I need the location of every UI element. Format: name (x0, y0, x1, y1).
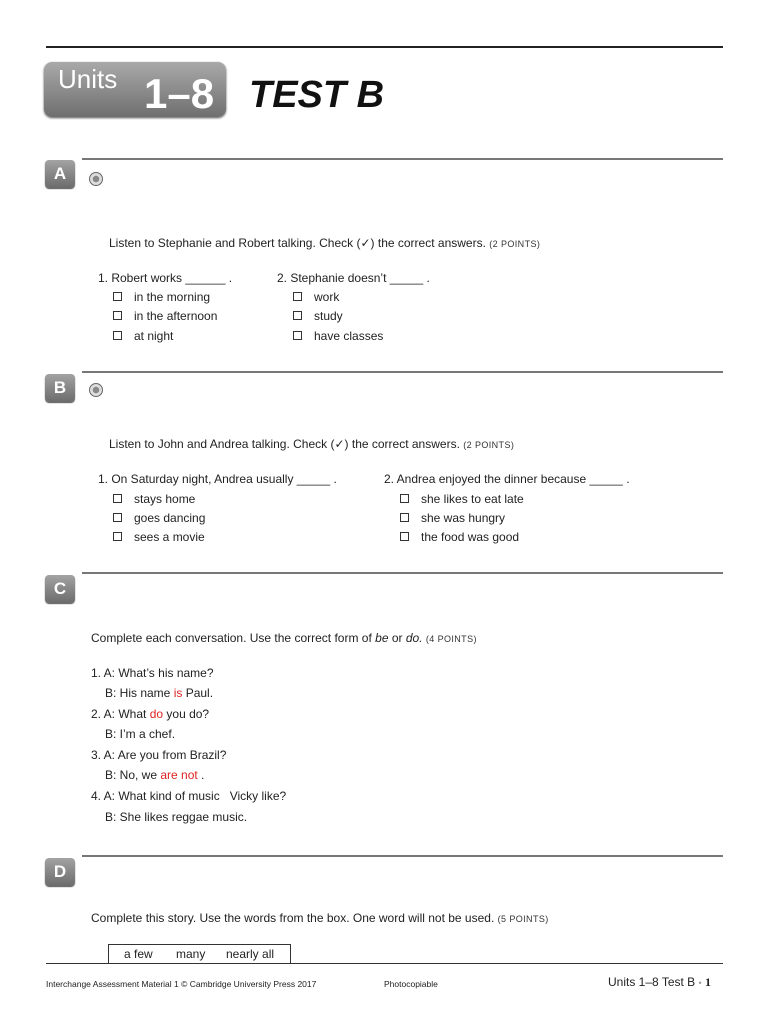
option-label: have classes (314, 329, 384, 343)
test-title: TEST B (249, 74, 385, 116)
option-label: she likes to eat late (421, 492, 524, 506)
audio-icon[interactable] (89, 172, 103, 186)
points-label: (2 POINTS) (489, 239, 541, 249)
section-a-rule (82, 158, 723, 160)
points-label: (2 POINTS) (463, 440, 515, 450)
checkbox[interactable] (293, 292, 302, 301)
points-label: (4 POINTS) (425, 634, 477, 644)
answer-option[interactable] (400, 492, 524, 506)
answer-option[interactable] (113, 511, 205, 525)
conversation-line: B: She likes reggae music. (105, 810, 248, 824)
question-prompt: 1. Robert works ______ . (98, 271, 233, 285)
section-d-instruction (91, 911, 549, 925)
conversation-line (105, 768, 204, 782)
bullet-separator: • (698, 978, 702, 988)
checkbox[interactable] (113, 532, 122, 541)
filled-answer[interactable]: do (149, 707, 164, 721)
footer-photocopiable: Photocopiable (384, 979, 438, 989)
section-c-rule (82, 572, 723, 574)
option-label: at night (134, 329, 174, 343)
page-number: 1 (705, 975, 712, 989)
option-label: sees a movie (134, 530, 205, 544)
section-d-badge: D (45, 858, 75, 886)
section-c-instruction (91, 631, 477, 645)
section-a-instruction (109, 236, 540, 250)
checkbox[interactable] (113, 311, 122, 320)
checkbox[interactable] (113, 513, 122, 522)
units-badge (44, 62, 226, 117)
checkbox[interactable] (400, 494, 409, 503)
instruction-text: Complete each conversation. Use the correct form of (91, 631, 376, 645)
checkbox[interactable] (293, 311, 302, 320)
answer-option[interactable] (113, 309, 217, 323)
footer-copyright: Interchange Assessment Material 1 © Cambridge University Press 2017 (46, 979, 317, 989)
answer-option[interactable] (113, 329, 173, 343)
checkbox[interactable] (293, 331, 302, 340)
question-prompt: 1. On Saturday night, Andrea usually _____ . (98, 472, 337, 486)
instruction-or: or (388, 631, 406, 645)
instruction-text: Listen to Stephanie and Robert talking. Check (✓) the correct answers. (109, 236, 486, 250)
section-d-rule (82, 855, 723, 857)
instruction-text: Complete this story. Use the words from the box. One word will not be used. (91, 911, 495, 925)
checkbox[interactable] (400, 513, 409, 522)
question-prompt: 2. Stephanie doesn’t _____ . (277, 271, 430, 285)
answer-option[interactable] (293, 290, 339, 304)
section-b-badge: B (45, 374, 75, 402)
line-text: you do? (163, 707, 210, 721)
answer-option[interactable] (113, 492, 195, 506)
line-text: Paul. (182, 686, 214, 700)
line-text: . (197, 768, 205, 782)
units-word: Units (58, 64, 118, 94)
answer-option[interactable] (113, 290, 210, 304)
line-text: B: No, we (105, 768, 161, 782)
checkbox[interactable] (400, 532, 409, 541)
word-box-item: a few (124, 947, 153, 961)
top-rule (46, 46, 723, 48)
conversation-line: 4. A: What kind of music Vicky like? (91, 789, 287, 803)
word-box-item: nearly all (226, 947, 275, 961)
conversation-line (105, 686, 213, 700)
line-text: 2. A: What (91, 707, 150, 721)
points-label: (5 POINTS) (497, 914, 549, 924)
instruction-do: do. (405, 631, 423, 645)
option-label: stays home (134, 492, 196, 506)
section-c-badge: C (45, 575, 75, 603)
units-range: 1–8 (144, 70, 215, 117)
conversation-line (91, 707, 209, 721)
filled-answer[interactable]: is (173, 686, 183, 700)
section-b-instruction (109, 437, 514, 451)
checkbox[interactable] (113, 331, 122, 340)
instruction-be: be (375, 631, 389, 645)
option-label: the food was good (421, 530, 520, 544)
answer-option[interactable] (400, 530, 519, 544)
footer-page-label (608, 975, 711, 990)
option-label: she was hungry (421, 511, 506, 525)
section-b-rule (82, 371, 723, 373)
conversation-line: B: I’m a chef. (105, 727, 176, 741)
audio-icon[interactable] (89, 383, 103, 397)
word-box-item: many (176, 947, 206, 961)
checkbox[interactable] (113, 494, 122, 503)
line-text: B: His name (105, 686, 174, 700)
question-prompt: 2. Andrea enjoyed the dinner because _____ . (384, 472, 630, 486)
answer-option[interactable] (293, 329, 383, 343)
option-label: goes dancing (134, 511, 206, 525)
answer-option[interactable] (293, 309, 343, 323)
section-a-badge: A (45, 160, 75, 188)
filled-answer[interactable]: are not (160, 768, 198, 782)
option-label: study (314, 309, 343, 323)
instruction-text: Listen to John and Andrea talking. Check (✓) the correct answers. (109, 437, 460, 451)
checkbox[interactable] (113, 292, 122, 301)
answer-option[interactable] (113, 530, 205, 544)
option-label: in the afternoon (134, 309, 218, 323)
footer-rule (46, 963, 723, 964)
conversation-line: 3. A: Are you from Brazil? (91, 748, 227, 762)
page-label-text: Units 1–8 Test B (608, 975, 696, 989)
answer-option[interactable] (400, 511, 505, 525)
option-label: work (314, 290, 340, 304)
conversation-line: 1. A: What’s his name? (91, 666, 214, 680)
option-label: in the morning (134, 290, 211, 304)
